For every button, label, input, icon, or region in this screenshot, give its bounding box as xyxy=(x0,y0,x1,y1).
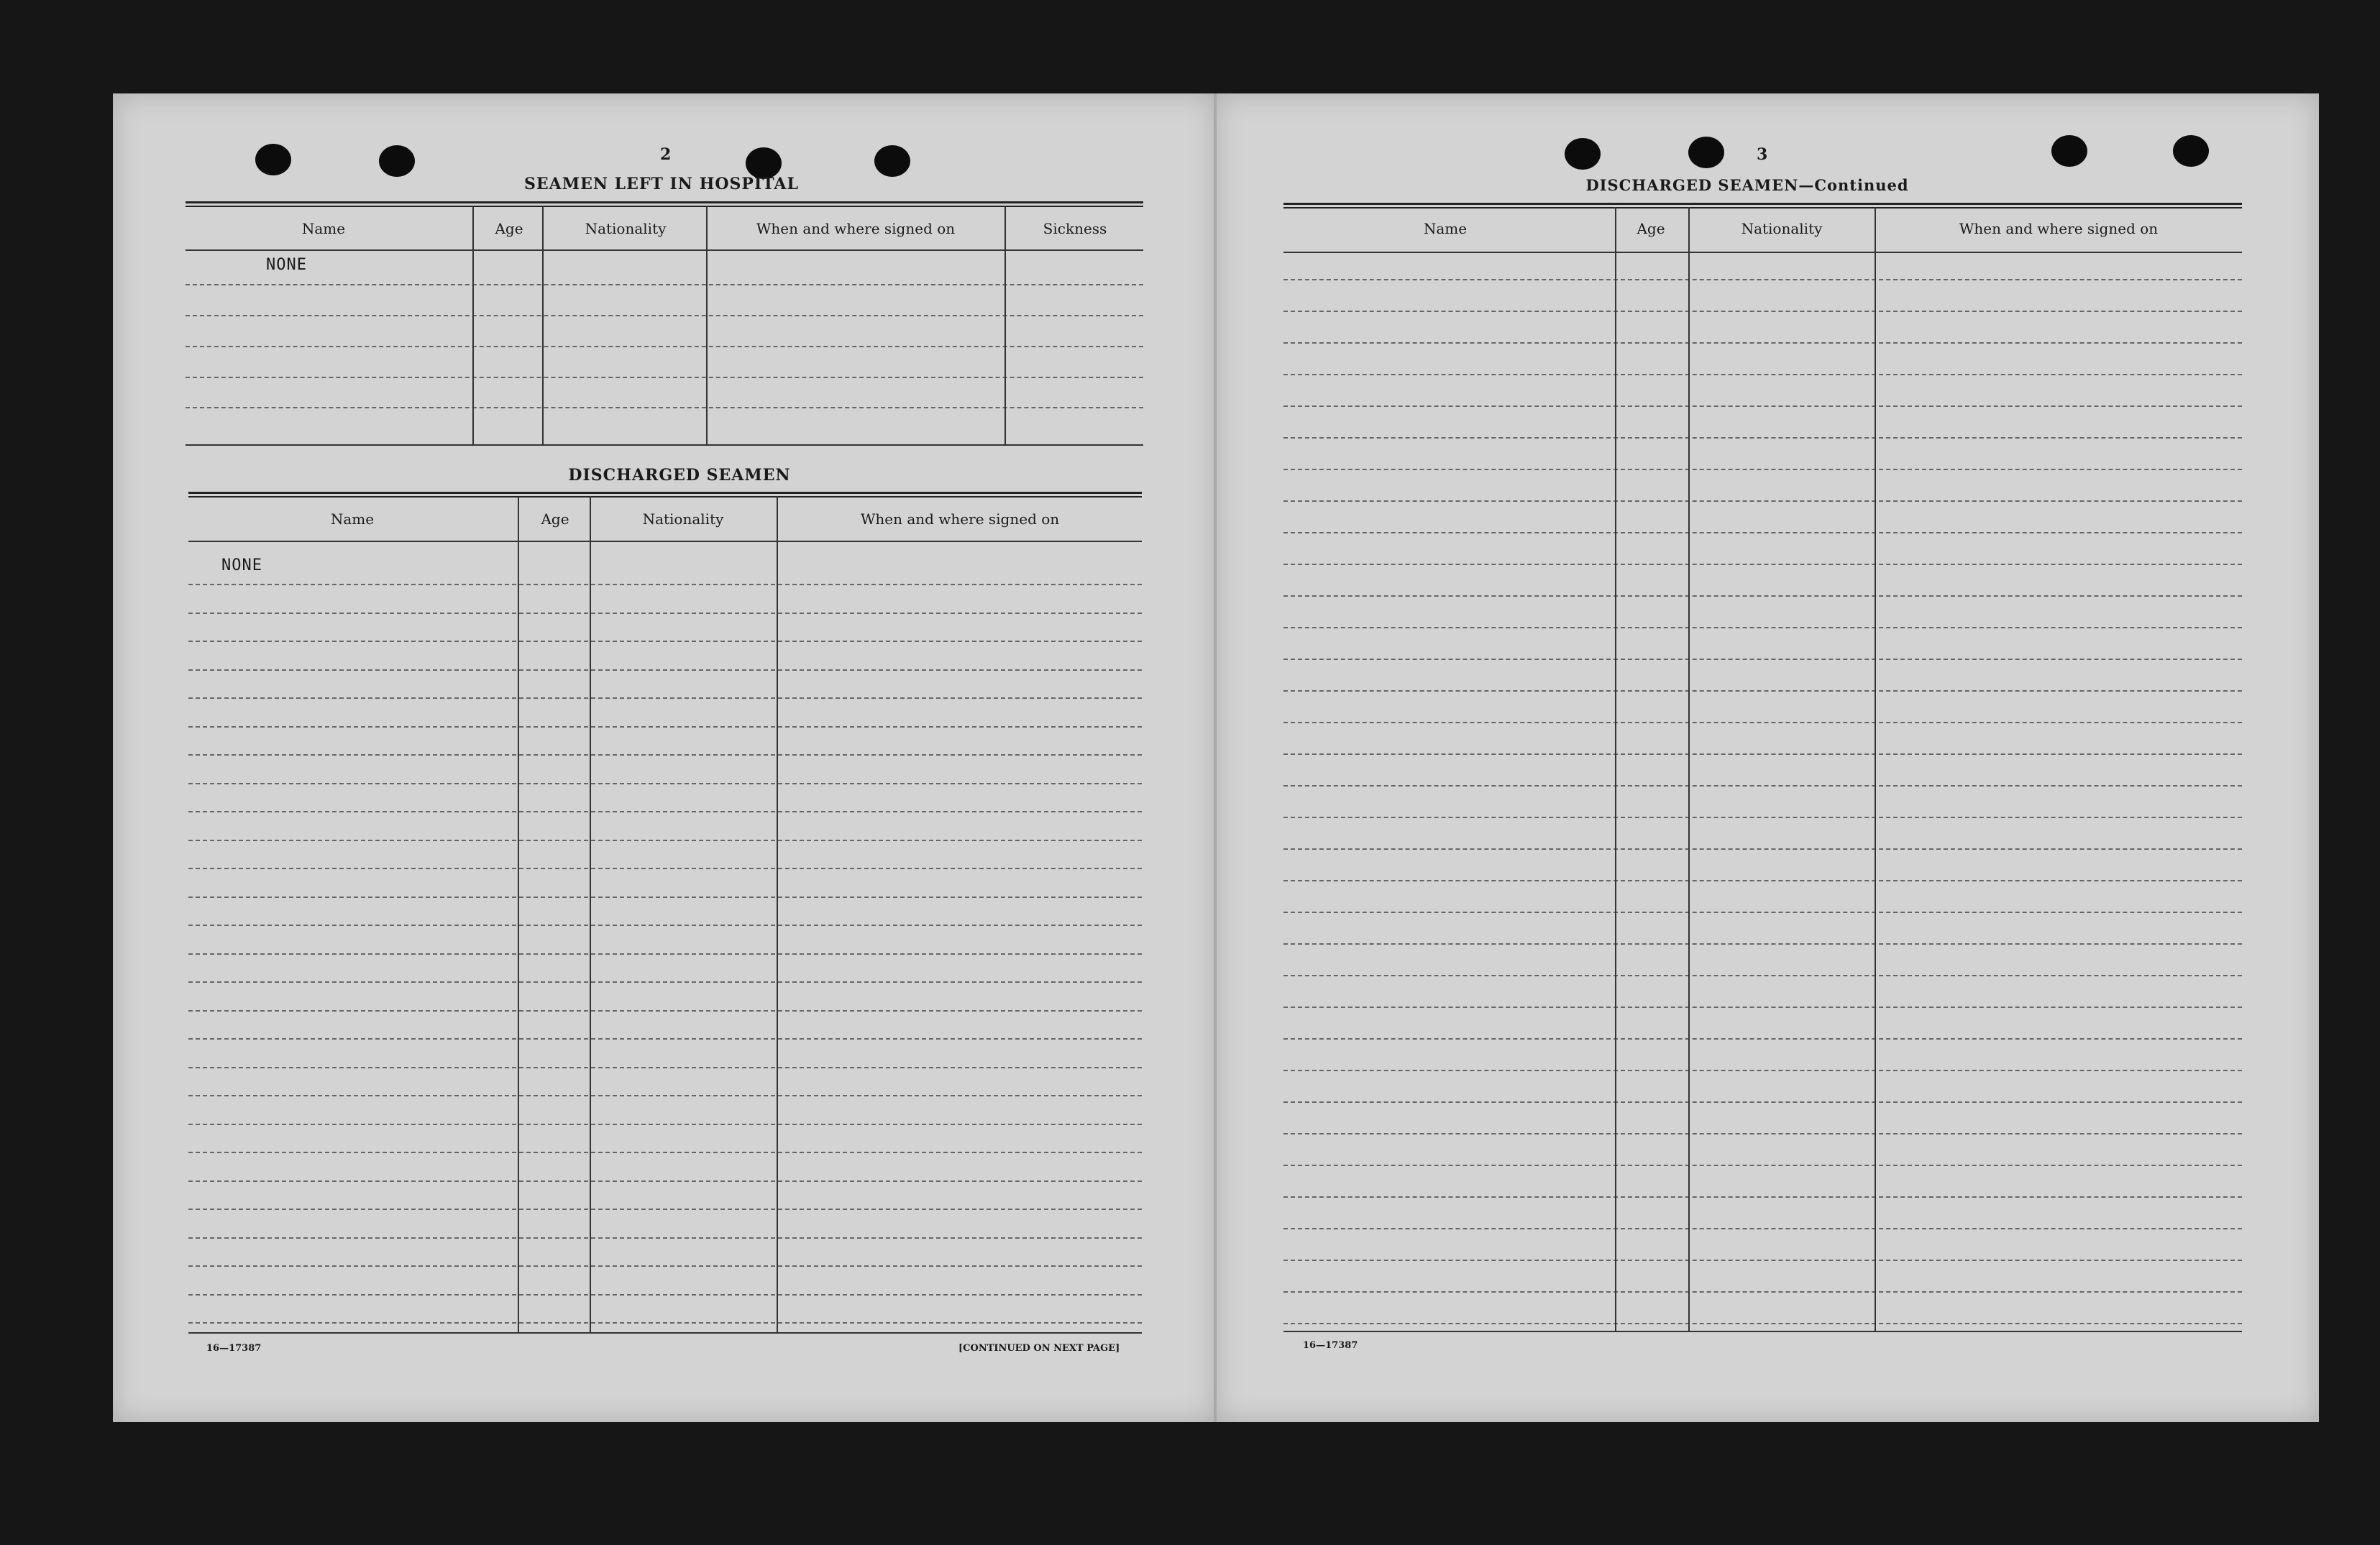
row-line xyxy=(1283,1165,2242,1166)
row-line xyxy=(188,868,1142,869)
row-line xyxy=(188,783,1142,784)
row-line xyxy=(188,1038,1142,1040)
form-number: 16—17387 xyxy=(1303,1340,1358,1351)
punch-hole xyxy=(2173,135,2209,167)
column-divider xyxy=(777,496,778,1332)
row-line xyxy=(188,1010,1142,1012)
row-line xyxy=(186,315,1143,316)
row-line xyxy=(188,754,1142,756)
row-line xyxy=(1283,659,2242,660)
row-line xyxy=(1283,342,2242,344)
row-line xyxy=(1283,753,2242,755)
row-line xyxy=(1283,595,2242,597)
column-header-name: Name xyxy=(330,510,375,528)
page-fold xyxy=(1214,93,1217,1422)
column-header-age: Age xyxy=(541,510,569,528)
column-header-age: Age xyxy=(495,220,523,237)
column-divider xyxy=(590,496,591,1332)
row-line xyxy=(188,1152,1142,1153)
left-page xyxy=(113,93,1215,1422)
row-line xyxy=(188,697,1142,699)
row-line xyxy=(186,346,1143,347)
row-line xyxy=(1283,943,2242,945)
table-bottom-rule xyxy=(188,1332,1142,1334)
row-line xyxy=(188,1265,1142,1267)
row-line xyxy=(1283,279,2242,280)
punch-hole xyxy=(2051,135,2087,167)
row-line xyxy=(188,1322,1142,1324)
row-line xyxy=(1283,532,2242,533)
row-line xyxy=(1283,912,2242,913)
table-bottom-rule xyxy=(1283,1331,2242,1332)
table-bottom-rule xyxy=(186,444,1143,446)
punch-hole xyxy=(874,145,910,177)
right-page xyxy=(1215,93,2319,1422)
table-top-rule xyxy=(188,492,1142,498)
row-line xyxy=(1283,311,2242,312)
discharged-entry-none: NONE xyxy=(221,556,262,574)
row-line xyxy=(1283,627,2242,628)
row-line xyxy=(1283,817,2242,818)
row-line xyxy=(188,925,1142,926)
row-line xyxy=(188,811,1142,812)
row-line xyxy=(188,1209,1142,1210)
row-line xyxy=(1283,1291,2242,1293)
table-top-rule xyxy=(186,201,1143,207)
page-number: 2 xyxy=(660,145,672,164)
punch-hole xyxy=(255,144,291,175)
column-header-signed-on: When and where signed on xyxy=(1959,220,2159,237)
row-line xyxy=(188,1067,1142,1068)
column-divider xyxy=(1875,207,1876,1331)
header-rule xyxy=(188,541,1142,542)
row-line xyxy=(188,669,1142,671)
row-line xyxy=(1283,1196,2242,1198)
column-divider xyxy=(1615,207,1616,1331)
row-line xyxy=(1283,564,2242,565)
column-header-signed-on: When and where signed on xyxy=(756,220,956,237)
column-header-nationality: Nationality xyxy=(1741,220,1823,237)
row-line xyxy=(188,897,1142,898)
row-line xyxy=(188,981,1142,983)
row-line xyxy=(186,407,1143,408)
row-line xyxy=(1283,1070,2242,1071)
form-number: 16—17387 xyxy=(206,1343,262,1354)
row-line xyxy=(1283,1323,2242,1324)
row-line xyxy=(1283,1007,2242,1008)
column-header-nationality: Nationality xyxy=(642,510,724,528)
section-title-discharged-continued: DISCHARGED SEAMEN—Continued xyxy=(1585,176,1909,194)
row-line xyxy=(1283,374,2242,375)
row-line xyxy=(188,840,1142,841)
header-rule xyxy=(1283,252,2242,253)
row-line xyxy=(186,284,1143,285)
row-line xyxy=(1283,1101,2242,1103)
row-line xyxy=(188,1095,1142,1096)
page-number: 3 xyxy=(1757,145,1768,164)
continued-note: [CONTINUED ON NEXT PAGE] xyxy=(958,1343,1120,1354)
row-line xyxy=(188,584,1142,585)
column-header-nationality: Nationality xyxy=(585,220,667,237)
row-line xyxy=(1283,848,2242,850)
column-divider xyxy=(1004,206,1006,444)
table-top-rule xyxy=(1283,203,2242,208)
column-header-name: Name xyxy=(1423,220,1468,237)
punch-hole xyxy=(1688,137,1724,168)
row-line xyxy=(188,726,1142,728)
row-line xyxy=(1283,690,2242,692)
column-divider xyxy=(1688,207,1690,1331)
column-divider xyxy=(518,496,519,1332)
row-line xyxy=(1283,1038,2242,1040)
row-line xyxy=(1283,1133,2242,1134)
row-line xyxy=(1283,500,2242,502)
row-line xyxy=(186,377,1143,378)
column-header-signed-on: When and where signed on xyxy=(860,510,1060,528)
section-title-discharged: DISCHARGED SEAMEN xyxy=(568,466,791,485)
section-title-hospital: SEAMEN LEFT IN HOSPITAL xyxy=(524,175,799,193)
row-line xyxy=(188,1124,1142,1125)
row-line xyxy=(1283,1260,2242,1261)
row-line xyxy=(188,953,1142,955)
row-line xyxy=(1283,722,2242,723)
row-line xyxy=(1283,880,2242,881)
row-line xyxy=(1283,405,2242,407)
column-header-sickness: Sickness xyxy=(1043,220,1107,237)
hospital-entry-none: NONE xyxy=(266,256,307,274)
row-line xyxy=(188,613,1142,614)
row-line xyxy=(188,1294,1142,1296)
column-divider xyxy=(472,206,474,444)
column-divider xyxy=(542,206,544,444)
row-line xyxy=(188,1180,1142,1182)
row-line xyxy=(188,641,1142,642)
row-line xyxy=(188,1237,1142,1239)
row-line xyxy=(1283,437,2242,439)
column-header-age: Age xyxy=(1637,220,1665,237)
row-line xyxy=(1283,469,2242,470)
punch-hole xyxy=(1565,138,1601,170)
column-header-name: Name xyxy=(301,220,346,237)
column-divider xyxy=(706,206,708,444)
row-line xyxy=(1283,785,2242,787)
row-line xyxy=(1283,975,2242,976)
row-line xyxy=(1283,1228,2242,1229)
header-rule xyxy=(186,249,1143,251)
punch-hole xyxy=(379,145,415,177)
